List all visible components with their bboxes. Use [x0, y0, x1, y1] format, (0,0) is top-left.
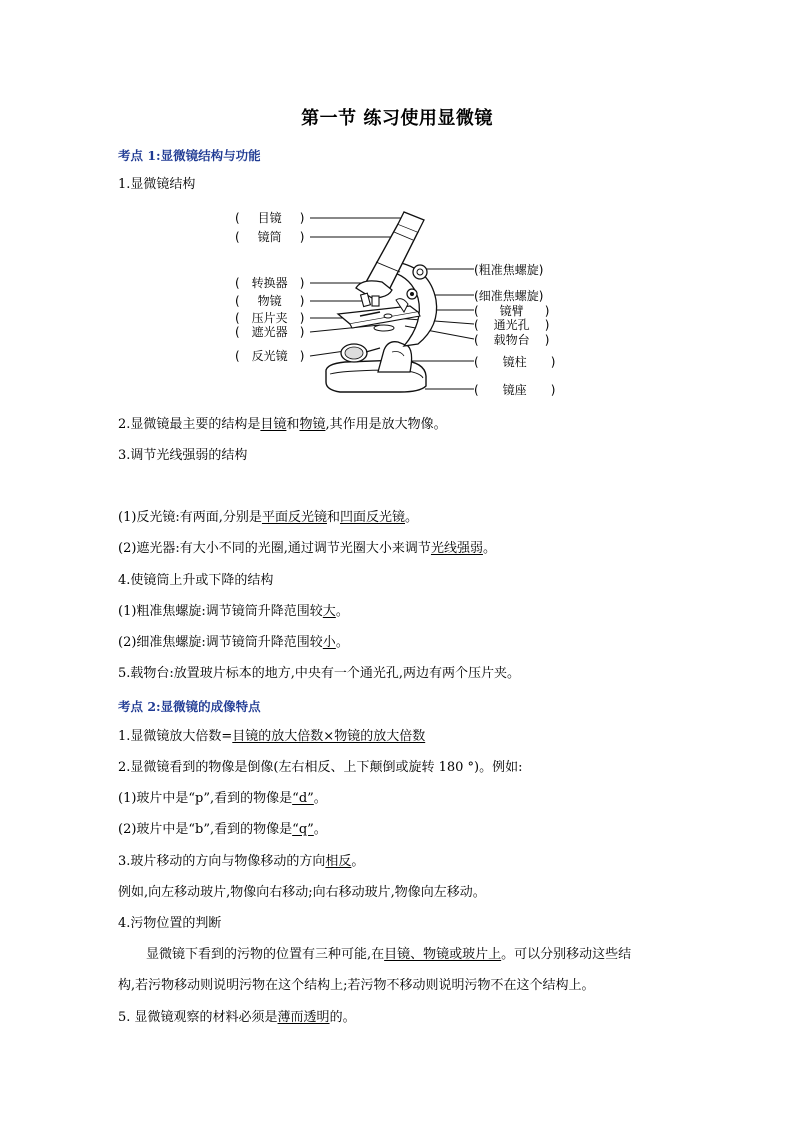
line-2-2-1: (1)玻片中是“p”,看到的物像是“d”。 — [118, 791, 327, 806]
label-arm: ( 镜臂 ) — [474, 304, 550, 318]
line-1-1: 1.显微镜结构 — [118, 177, 196, 192]
section-heading-2: 考点 2:显微镜的成像特点 — [118, 699, 261, 714]
label-nosepiece: ( 转换器 ) — [235, 276, 305, 290]
line-1-3-2: (2)遮光器:有大小不同的光圈,通过调节光圈大小来调节光线强弱。 — [118, 541, 496, 556]
page-title: 第一节 练习使用显微镜 — [301, 108, 493, 129]
line-1-5: 5.载物台:放置玻片标本的地方,中央有一个通光孔,两边有两个压片夹。 — [118, 666, 521, 681]
line-1-3-1: (1)反光镜:有两面,分别是平面反光镜和凹面反光镜。 — [118, 510, 418, 525]
label-stage-clip: ( 压片夹 ) — [235, 311, 305, 325]
label-stage-hole: ( 通光孔 ) — [474, 318, 550, 332]
line-1-2: 2.显微镜最主要的结构是目镜和物镜,其作用是放大物像。 — [118, 417, 447, 432]
line-2-4-text-1: 显微镜下看到的污物的位置有三种可能,在目镜、物镜或玻片上。可以分别移动这些结 — [146, 947, 632, 962]
microscope-drawing — [230, 200, 490, 405]
section-heading-1: 考点 1:显微镜结构与功能 — [118, 148, 261, 163]
label-pillar: ( 镜柱 ) — [474, 355, 556, 369]
line-1-4-2: (2)细准焦螺旋:调节镜筒升降范围较小。 — [118, 635, 349, 650]
line-2-3-example: 例如,向左移动玻片,物像向右移动;向右移动玻片,物像向左移动。 — [118, 885, 486, 900]
label-coarse-adjustment: (粗准焦螺旋) — [474, 263, 544, 277]
label-tube: ( 镜筒 ) — [235, 230, 305, 244]
label-base: ( 镜座 ) — [474, 383, 556, 397]
line-2-4-text-2: 构,若污物移动则说明污物在这个结构上;若污物不移动则说明污物不在这个结构上。 — [118, 978, 595, 993]
line-2-1: 1.显微镜放大倍数=目镜的放大倍数×物镜的放大倍数 — [118, 729, 426, 744]
label-mirror: ( 反光镜 ) — [235, 349, 305, 363]
line-1-4: 4.使镜筒上升或下降的结构 — [118, 573, 274, 588]
line-1-3: 3.调节光线强弱的结构 — [118, 448, 248, 463]
line-2-2: 2.显微镜看到的物像是倒像(左右相反、上下颠倒或旋转 180 °)。例如: — [118, 760, 523, 775]
line-2-3: 3.玻片移动的方向与物像移动的方向相反。 — [118, 854, 365, 869]
line-2-2-2: (2)玻片中是“b”,看到的物像是“q”。 — [118, 822, 327, 837]
label-eyepiece: ( 目镜 ) — [235, 211, 305, 225]
line-1-4-1: (1)粗准焦螺旋:调节镜筒升降范围较大。 — [118, 604, 349, 619]
line-2-5: 5. 显微镜观察的材料必须是薄而透明的。 — [118, 1010, 356, 1025]
label-stage: ( 载物台 ) — [474, 333, 550, 347]
label-fine-adjustment: (细准焦螺旋) — [474, 289, 544, 303]
label-objective: ( 物镜 ) — [235, 294, 305, 308]
line-2-4: 4.污物位置的判断 — [118, 916, 222, 931]
label-diaphragm: ( 遮光器 ) — [235, 325, 305, 339]
